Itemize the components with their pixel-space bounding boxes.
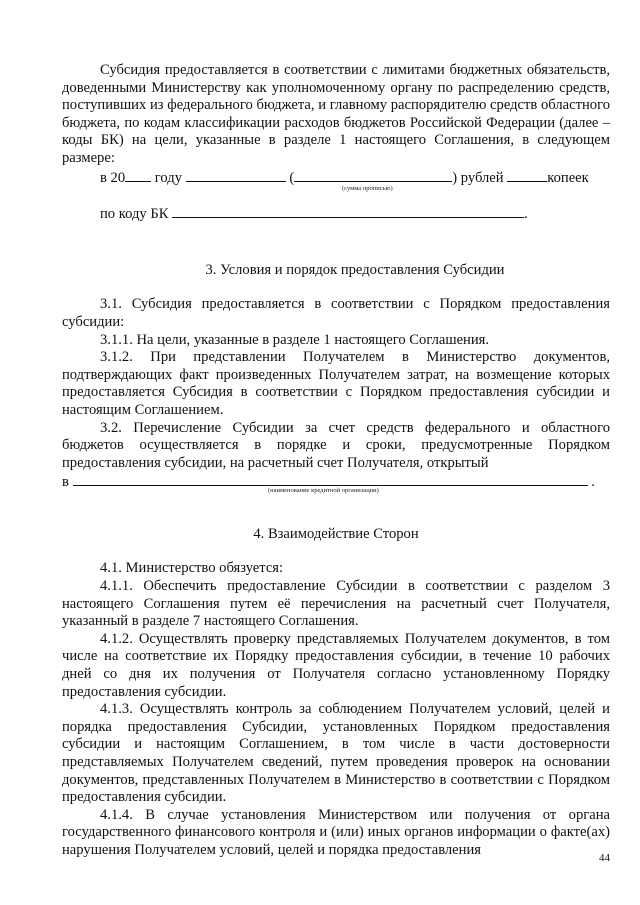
- year-suffix: году: [154, 169, 183, 186]
- section-3-p1: 3.1. Субсидия предоставляется в соответствии с Порядком предоставления субсидии:: [62, 296, 610, 330]
- section-4-p2: 4.1.1. Обеспечить предоставление Субсидии в соответствии с разделом 3 настоящего Соглашения путем её перечисления на расчетный счет Получателя, указанный в разделе 7 настоящего Соглашения.: [62, 578, 610, 630]
- intro-paragraph: Субсидия предоставляется в соответствии с лимитами бюджетных обязательств, доведенными Министерству как уполномоченному органу по распределению средств, поступивших из федерального бюджета, и главному распорядителю средств областного бюджета, по кодам классификации расходов бюджетов Российской Федерации (далее – коды БК) на цели, указанные в разделе 1 настоящего Соглашения, в следующем размере:: [62, 62, 610, 166]
- amount-line: [100, 168, 610, 192]
- bank-prefix: в: [62, 474, 69, 491]
- year-blank[interactable]: [125, 168, 151, 182]
- amount-words-hint: (сумма прописью): [342, 184, 393, 192]
- section-4-p5: 4.1.4. В случае установления Министерством или получения от органа государственного финансового контроля и (или) иных органов информации о факте(ах) нарушения Получателем условий, целей и порядка предоставления: [62, 806, 610, 858]
- section-4-p3: 4.1.2. Осуществлять проверку представляемых Получателем документов, в том числе на соответствие их Порядку предоставления субсидии, в течение 10 рабочих дней со дня их получения от Получателя согласно установленному Порядку предоставления субсидии.: [62, 630, 610, 700]
- section-3-title: 3. Условия и порядок предоставления Субсидии: [205, 261, 505, 278]
- section-3-p3: 3.1.2. При представлении Получателем в Министерство документов, подтверждающих факт произведенных Получателем затрат, на возмещение которых предоставляется Субсидия в соответствии с Порядком предоставления субсидии и настоящим Соглашением.: [62, 349, 610, 418]
- year-prefix: в 20: [100, 169, 126, 186]
- bk-code-blank[interactable]: [172, 204, 524, 218]
- close-paren: ): [452, 169, 458, 186]
- document-page: [62, 62, 610, 860]
- amount-digits-blank[interactable]: [186, 168, 286, 182]
- bk-end: .: [524, 206, 528, 223]
- section-3-p4: 3.2. Перечисление Субсидии за счет средств федерального и областного бюджетов осуществляется в порядке и сроки, предусмотренные Порядком предоставления субсидии, на расчетный счет Получателя, открытый: [62, 419, 610, 471]
- kopecks-blank[interactable]: [507, 168, 547, 182]
- bk-label: по коду БК: [100, 206, 169, 223]
- section-3-p2: 3.1.1. На цели, указанные в разделе 1 настоящего Соглашения.: [100, 331, 490, 348]
- section-4-p4: 4.1.3. Осуществлять контроль за соблюдением Получателем условий, целей и порядка предоставления Субсидии, установленных Порядком предоставления субсидии и настоящим Соглашением, в том числе в части достоверности представляемых Получателем сведений, путем проведения проверок на основании документов, представленных Получателем в Министерство в соответствии с Порядком предоставления субсидии.: [62, 701, 610, 806]
- bk-line: [100, 204, 610, 224]
- bank-name-hint: (наименование кредитной организации): [268, 487, 379, 495]
- kopecks-label: копеек: [547, 169, 589, 186]
- amount-words-blank[interactable]: [294, 168, 452, 182]
- rubles-label: рублей: [460, 169, 504, 186]
- page-number: 44: [599, 852, 610, 864]
- open-paren: (: [289, 169, 295, 186]
- bank-name-blank[interactable]: [73, 472, 588, 486]
- bank-end: .: [591, 474, 595, 491]
- section-4-title: 4. Взаимодействие Сторон: [253, 525, 419, 542]
- bank-line: [62, 472, 610, 495]
- section-4-p1: 4.1. Министерство обязуется:: [100, 560, 284, 577]
